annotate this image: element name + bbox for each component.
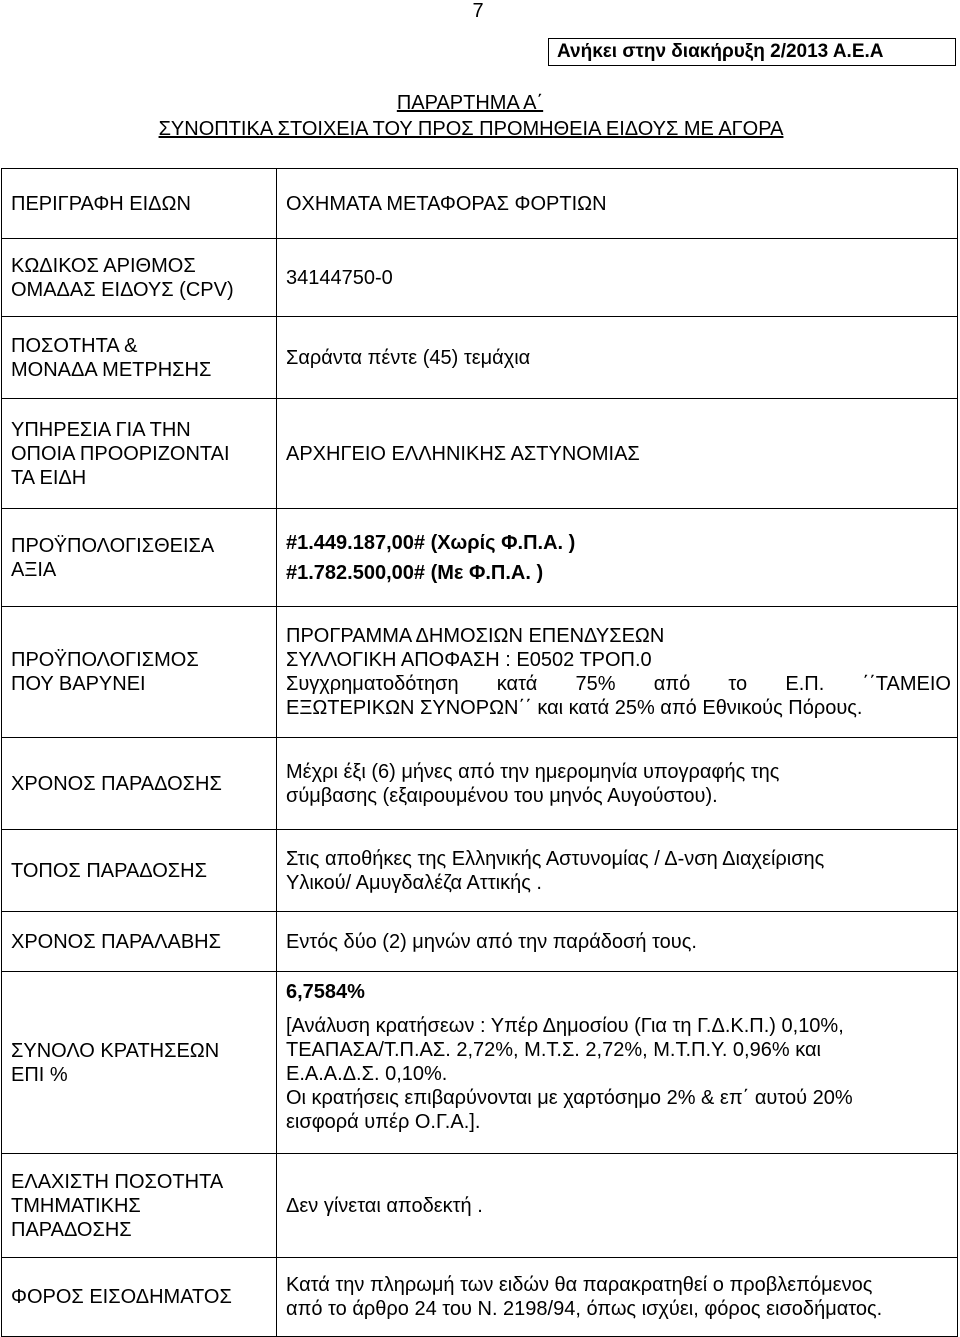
deductions-total: 6,7584%: [286, 981, 365, 1003]
row-budget-charged: [2, 607, 958, 738]
label-quantity: ΠΟΣΟΤΗΤΑ & ΜΟΝΑΔΑ ΜΕΤΡΗΣΗΣ: [2, 317, 277, 399]
row-deductions: [2, 972, 958, 1154]
row-quantity: [2, 317, 958, 399]
value-min-partial-delivery: Δεν γίνεται αποδεκτή .: [277, 1154, 958, 1258]
row-budget-value: [2, 509, 958, 607]
budget-charged-justified-line: Συγχρηματοδότηση κατά 75% από το Ε.Π. ΄΄ΤΑΜΕΙΟ: [286, 673, 951, 695]
annex-subtitle: ΣΥΝΟΠΤΙΚΑ ΣΤΟΙΧΕΙΑ ΤΟΥ ΠΡΟΣ ΠΡΟΜΗΘΕΙΑ ΕΙΔΟΥΣ ΜΕ ΑΓΟΡΑ: [158, 118, 784, 140]
value-service: ΑΡΧΗΓΕΙΟ ΕΛΛΗΝΙΚΗΣ ΑΣΤΥΝΟΜΙΑΣ: [277, 399, 958, 509]
label-budget-charged: ΠΡΟΫΠΟΛΟΓΙΣΜΟΣ ΠΟΥ ΒΑΡΥΝΕΙ: [2, 607, 277, 738]
tender-reference-box: Ανήκει στην διακήρυξη 2/2013 Α.Ε.Α: [548, 38, 956, 66]
label-description: ΠΕΡΙΓΡΑΦΗ ΕΙΔΩΝ: [2, 169, 277, 239]
value-deductions: 6,7584% [Ανάλυση κρατήσεων : Υπέρ Δημοσίου (Για τη Γ.Δ.Κ.Π.) 0,10%, ΤΕΑΠΑΣΑ/Τ.Π.ΑΣ. 2,72%, Μ.Τ.Σ. 2,72%, Μ.Τ.Π.Υ. 0,96% και Ε.Α.Α.Δ.Σ. 0,10%. Οι κρατήσεις επιβαρύνονται με χαρτόσημο 2% & επ΄ αυτού 20% εισφορά υπέρ Ο.Γ.Α.].: [277, 972, 958, 1154]
row-service: [2, 399, 958, 509]
row-cpv: [2, 239, 958, 317]
page-number: 7: [472, 0, 484, 22]
annex-title: ΠΑΡΑΡΤΗΜΑ Α΄: [396, 92, 544, 114]
row-receipt-time: [2, 912, 958, 972]
label-delivery-place: ΤΟΠΟΣ ΠΑΡΑΔΟΣΗΣ: [2, 830, 277, 912]
budget-with-vat: #1.782.500,00# (Με Φ.Π.Α. ): [286, 561, 544, 584]
row-delivery-place: [2, 830, 958, 912]
label-delivery-time: ΧΡΟΝΟΣ ΠΑΡΑΔΟΣΗΣ: [2, 738, 277, 830]
specifications-table: [1, 168, 958, 1337]
label-receipt-time: ΧΡΟΝΟΣ ΠΑΡΑΛΑΒΗΣ: [2, 912, 277, 972]
row-min-partial-delivery: [2, 1154, 958, 1258]
row-income-tax: [2, 1258, 958, 1337]
value-income-tax: Κατά την πληρωμή των ειδών θα παρακρατηθεί ο προβλεπόμενος από το άρθρο 24 του Ν. 2198/94, όπως ισχύει, φόρος εισοδήματος.: [277, 1258, 958, 1337]
value-cpv: 34144750-0: [277, 239, 958, 317]
value-delivery-time: Μέχρι έξι (6) μήνες από την ημερομηνία υπογραφής της σύμβασης (εξαιρουμένου του μηνός Αυγούστου).: [277, 738, 958, 830]
row-description: [2, 169, 958, 239]
label-income-tax: ΦΟΡΟΣ ΕΙΣΟΔΗΜΑΤΟΣ: [2, 1258, 277, 1337]
label-service: ΥΠΗΡΕΣΙΑ ΓΙΑ ΤΗΝ ΟΠΟΙΑ ΠΡΟΟΡΙΖΟΝΤΑΙ ΤΑ ΕΙΔΗ: [2, 399, 277, 509]
value-receipt-time: Εντός δύο (2) μηνών από την παράδοσή τους.: [277, 912, 958, 972]
label-budget-value: ΠΡΟΫΠΟΛΟΓΙΣΘΕΙΣΑ ΑΞΙΑ: [2, 509, 277, 607]
value-budget-value: [277, 509, 958, 607]
budget-without-vat: #1.449.187,00# (Χωρίς Φ.Π.Α. ): [286, 531, 576, 554]
value-quantity: Σαράντα πέντε (45) τεμάχια: [277, 317, 958, 399]
label-min-partial-delivery: ΕΛΑΧΙΣΤΗ ΠΟΣΟΤΗΤΑ ΤΜΗΜΑΤΙΚΗΣ ΠΑΡΑΔΟΣΗΣ: [2, 1154, 277, 1258]
value-description: ΟΧΗΜΑΤΑ ΜΕΤΑΦΟΡΑΣ ΦΟΡΤΙΩΝ: [277, 169, 958, 239]
label-deductions: ΣΥΝΟΛΟ ΚΡΑΤΗΣΕΩΝ ΕΠΙ %: [2, 972, 277, 1154]
label-cpv: ΚΩΔΙΚΟΣ ΑΡΙΘΜΟΣ ΟΜΑΔΑΣ ΕΙΔΟΥΣ (CPV): [2, 239, 277, 317]
value-budget-charged: ΠΡΟΓΡΑΜΜΑ ΔΗΜΟΣΙΩΝ ΕΠΕΝΔΥΣΕΩΝ ΣΥΛΛΟΓΙΚΗ ΑΠΟΦΑΣΗ : Ε0502 ΤΡΟΠ.0 Συγχρηματοδότηση κατά 75% από το Ε.Π. ΄΄ΤΑΜΕΙΟ ΕΞΩΤΕΡΙΚΩΝ ΣΥΝΟΡΩΝ΄΄ και κατά 25% από Εθνικούς Πόρους.: [277, 607, 958, 738]
value-delivery-place: Στις αποθήκες της Ελληνικής Αστυνομίας / Δ-νση Διαχείρισης Υλικού/ Αμυγδαλέζα Αττικής .: [277, 830, 958, 912]
row-delivery-time: [2, 738, 958, 830]
